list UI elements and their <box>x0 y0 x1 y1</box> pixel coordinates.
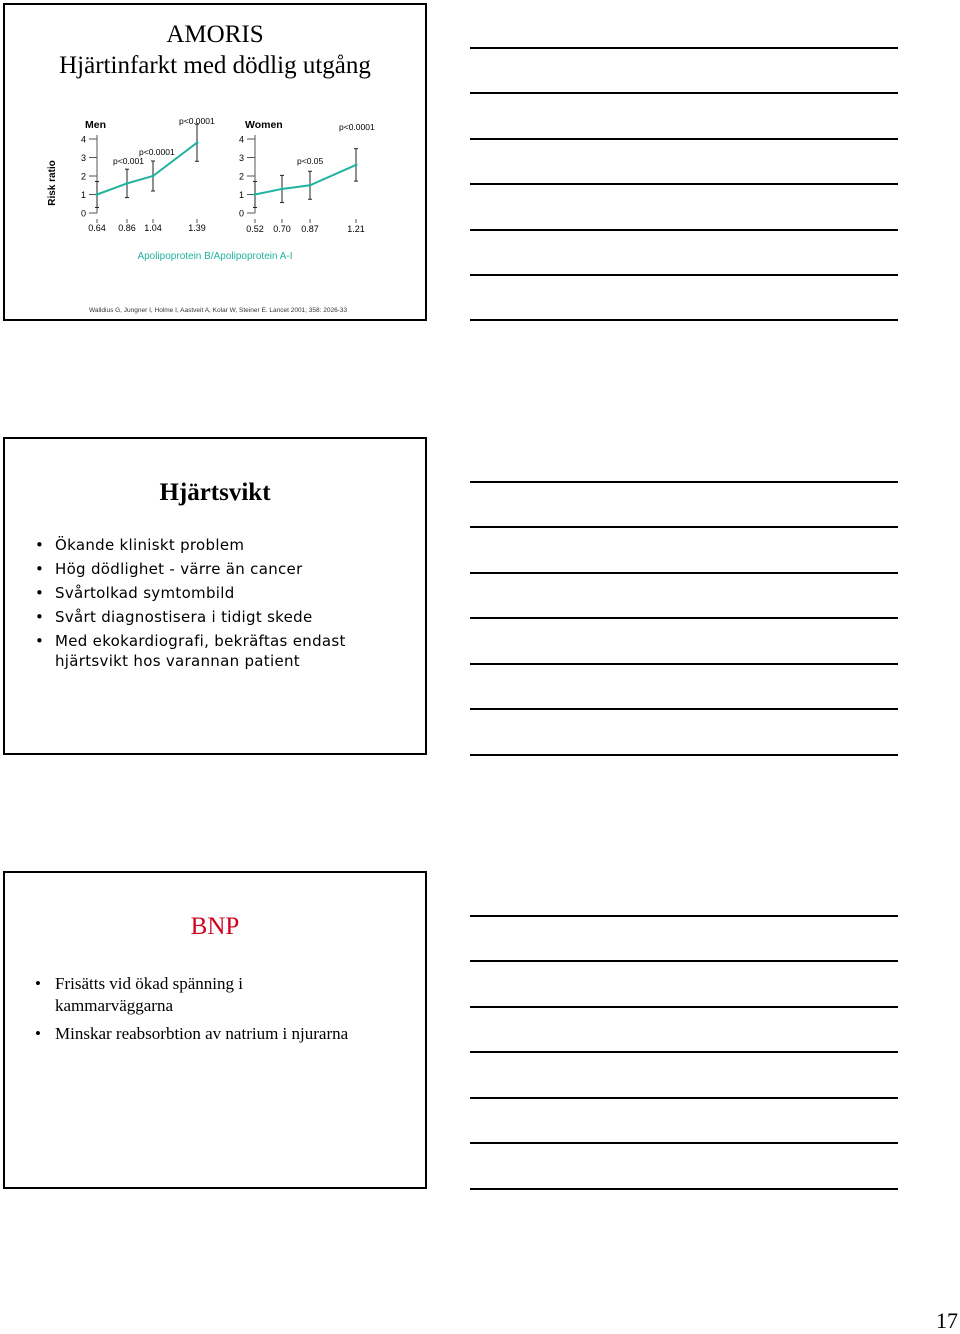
y-tick-label: 3 <box>239 153 245 163</box>
slide-title: Hjärtsvikt <box>159 479 271 506</box>
note-line <box>470 915 898 917</box>
panel-title: Women <box>245 119 283 131</box>
citation: Walldius G, Jungner I, Holme I, Aastveit A, Kolar W, Steiner E. Lancet 2001; 358: 2026-33 <box>89 307 348 314</box>
data-point <box>152 175 155 178</box>
data-point <box>96 193 99 196</box>
y-tick-label: 2 <box>81 171 87 182</box>
y-tick-label: 4 <box>239 134 245 145</box>
note-line <box>470 1142 898 1144</box>
y-tick-label: 0 <box>81 208 87 219</box>
data-point <box>196 141 199 144</box>
x-tick-label: 0.52 <box>246 224 264 234</box>
slide-title: BNP <box>190 913 240 940</box>
note-line <box>470 708 898 710</box>
title-line-1: AMORIS <box>166 21 264 48</box>
x-tick-label: 1.21 <box>347 224 365 234</box>
y-tick-label: 4 <box>81 134 87 145</box>
note-line <box>470 47 898 49</box>
y-tick-label: 2 <box>239 171 245 182</box>
slide-bnp <box>3 871 427 1189</box>
page-number: 17 <box>936 1308 958 1333</box>
x-tick-label: 0.64 <box>88 223 106 233</box>
bullet-item: • Svårt diagnostisera i tidigt skede <box>35 607 385 627</box>
panel-title: Men <box>85 119 106 131</box>
x-tick-label: 0.70 <box>273 224 291 234</box>
p-value-annotation: p<0.0001 <box>179 116 215 126</box>
p-value-annotation: p<0.001 <box>113 156 144 166</box>
data-point <box>355 163 358 166</box>
x-tick-label: 0.87 <box>301 224 319 234</box>
series-line <box>255 165 356 195</box>
p-value-annotation: p<0.0001 <box>139 147 175 157</box>
note-line <box>470 572 898 574</box>
x-tick-label: 1.39 <box>188 223 206 233</box>
note-line <box>470 319 898 321</box>
bullet-item: • Med ekokardiografi, bekräftas endast hjärtsvikt hos varannan patient <box>35 631 385 671</box>
y-axis-label: Risk ratio <box>47 160 58 206</box>
bullet-item: • Hög dödlighet - värre än cancer <box>35 559 385 579</box>
data-point <box>281 187 284 190</box>
note-line <box>470 617 898 619</box>
x-tick-label: 0.86 <box>118 223 136 233</box>
note-line <box>470 1006 898 1008</box>
slide-amoris <box>3 3 427 321</box>
y-tick-label: 1 <box>81 190 87 200</box>
note-line <box>470 754 898 756</box>
bullet-item: • Ökande kliniskt problem <box>35 535 385 555</box>
bullet-item: • Svårtolkad symtombild <box>35 583 385 603</box>
note-line <box>470 183 898 185</box>
data-point <box>126 182 129 185</box>
note-line <box>470 1097 898 1099</box>
p-value-annotation: p<0.0001 <box>339 122 375 132</box>
title-line-2: Hjärtinfarkt med dödlig utgång <box>59 52 371 79</box>
note-line <box>470 526 898 528</box>
bullet-item: • Minskar reabsorbtion av natrium i njurarna <box>35 1023 348 1045</box>
y-tick-label: 3 <box>81 153 87 163</box>
data-point <box>309 184 312 187</box>
y-tick-label: 0 <box>239 208 245 219</box>
bullet-list <box>35 535 385 675</box>
note-line <box>470 1188 898 1190</box>
data-point <box>254 193 257 196</box>
x-axis-caption: Apolipoprotein B/Apolipoprotein A-I <box>137 251 293 262</box>
x-tick-label: 1.04 <box>144 223 162 233</box>
p-value-annotation: p<0.05 <box>297 156 324 166</box>
note-line <box>470 138 898 140</box>
bullet-list <box>35 973 348 1051</box>
bullet-item: • Frisätts vid ökad spänning i kammarväggarna <box>35 973 285 1017</box>
y-tick-label: 1 <box>239 190 245 200</box>
slide-hjartsvikt <box>3 437 427 755</box>
note-line <box>470 481 898 483</box>
note-line <box>470 92 898 94</box>
note-line <box>470 1051 898 1053</box>
note-line <box>470 663 898 665</box>
note-line <box>470 229 898 231</box>
note-line <box>470 960 898 962</box>
note-line <box>470 274 898 276</box>
